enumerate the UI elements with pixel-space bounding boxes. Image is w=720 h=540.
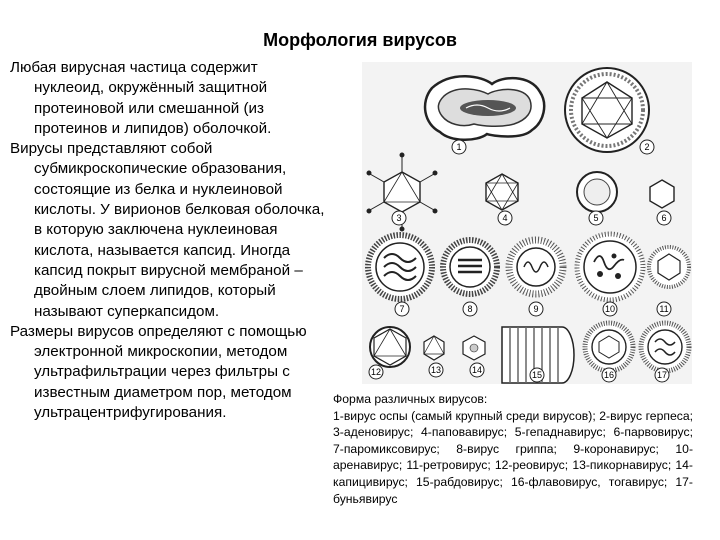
figure-number-14: 14 bbox=[471, 365, 483, 375]
figure-caption bbox=[333, 391, 693, 507]
figure-number-6: 6 bbox=[661, 213, 667, 223]
figure-number-12: 12 bbox=[370, 367, 382, 377]
virus-arenavirus-icon bbox=[577, 234, 643, 300]
virus-herpesvirus-icon bbox=[565, 68, 649, 152]
figure-number-11: 11 bbox=[659, 304, 669, 314]
figure-number-8: 8 bbox=[467, 304, 473, 314]
figure-number-13: 13 bbox=[430, 365, 442, 375]
virus-influenza-icon bbox=[443, 240, 497, 294]
figure-number-7: 7 bbox=[399, 304, 405, 314]
virus-picornavirus-icon bbox=[424, 336, 444, 360]
virus-retrovirus-icon bbox=[649, 247, 689, 287]
virus-morphology-figure bbox=[362, 62, 692, 384]
virus-coronavirus-icon bbox=[509, 240, 563, 294]
caption-text: 1-вирус оспы (самый крупный среди вирусов); 2-вирус герпеса; 3-аденовирус; 4-паповавирус; 5-гепаднавирус; 6-парвовирус; 7-паромиксовирус; 8-вирус гриппа; 9-коронавирус; 10-аренавирус; 11-ретровирус; 12-реовирус; 13-пикорнавирус; 14-капицивирус; 15-рабдовирус; 16-флавовирус, тогавирус; 17-буньявирус bbox=[333, 408, 693, 506]
virus-hepadnavirus-icon bbox=[577, 172, 617, 212]
virus-paramyxovirus-icon bbox=[368, 235, 432, 299]
figure-number-9: 9 bbox=[533, 304, 539, 314]
caption-title: Форма различных вирусов: bbox=[333, 392, 488, 406]
figure-number-3: 3 bbox=[396, 213, 402, 223]
figure-number-10: 10 bbox=[604, 304, 616, 314]
figure-number-16: 16 bbox=[603, 370, 615, 380]
virus-bunyavirus-icon bbox=[641, 323, 689, 371]
virus-parvovirus-icon bbox=[650, 180, 674, 208]
virus-poxvirus-icon bbox=[425, 76, 544, 140]
paragraph-nucleoid: Любая вирусная частица содержит нуклеоид, окружённый защитной протеиновой или смешанной (из протеинов и липидов) оболочкой. bbox=[10, 59, 272, 137]
figure-number-17: 17 bbox=[656, 370, 668, 380]
figure-number-2: 2 bbox=[644, 142, 650, 152]
paragraph-capsid: Вирусы представляют собой субмикроскопические образования, состоящие из белка и нуклеиновой кислоты. У вирионов белковая оболочка, в которую заключена нуклеиновая кислота, называется капсид. Иногда капсид покрыт вирусной мембраной – двойным слоем липидов, который называют суперкапсидом. bbox=[10, 140, 325, 320]
figure-number-5: 5 bbox=[593, 213, 599, 223]
slide-title: Морфология вирусов bbox=[263, 30, 457, 50]
figure-number-15: 15 bbox=[531, 370, 543, 380]
figure-number-4: 4 bbox=[502, 213, 508, 223]
virus-calicivirus-icon bbox=[463, 336, 485, 360]
virus-flavivirus-icon bbox=[585, 323, 633, 371]
figure-number-1: 1 bbox=[456, 142, 462, 152]
virus-reovirus-icon bbox=[370, 327, 410, 367]
paragraph-size-methods: Размеры вирусов определяют с помощью электронной микроскопии, методом ультрафильтрации через фильтры с известным диаметром пор, методом ультрацентрифугирования. bbox=[10, 322, 307, 422]
body-text bbox=[10, 58, 330, 423]
